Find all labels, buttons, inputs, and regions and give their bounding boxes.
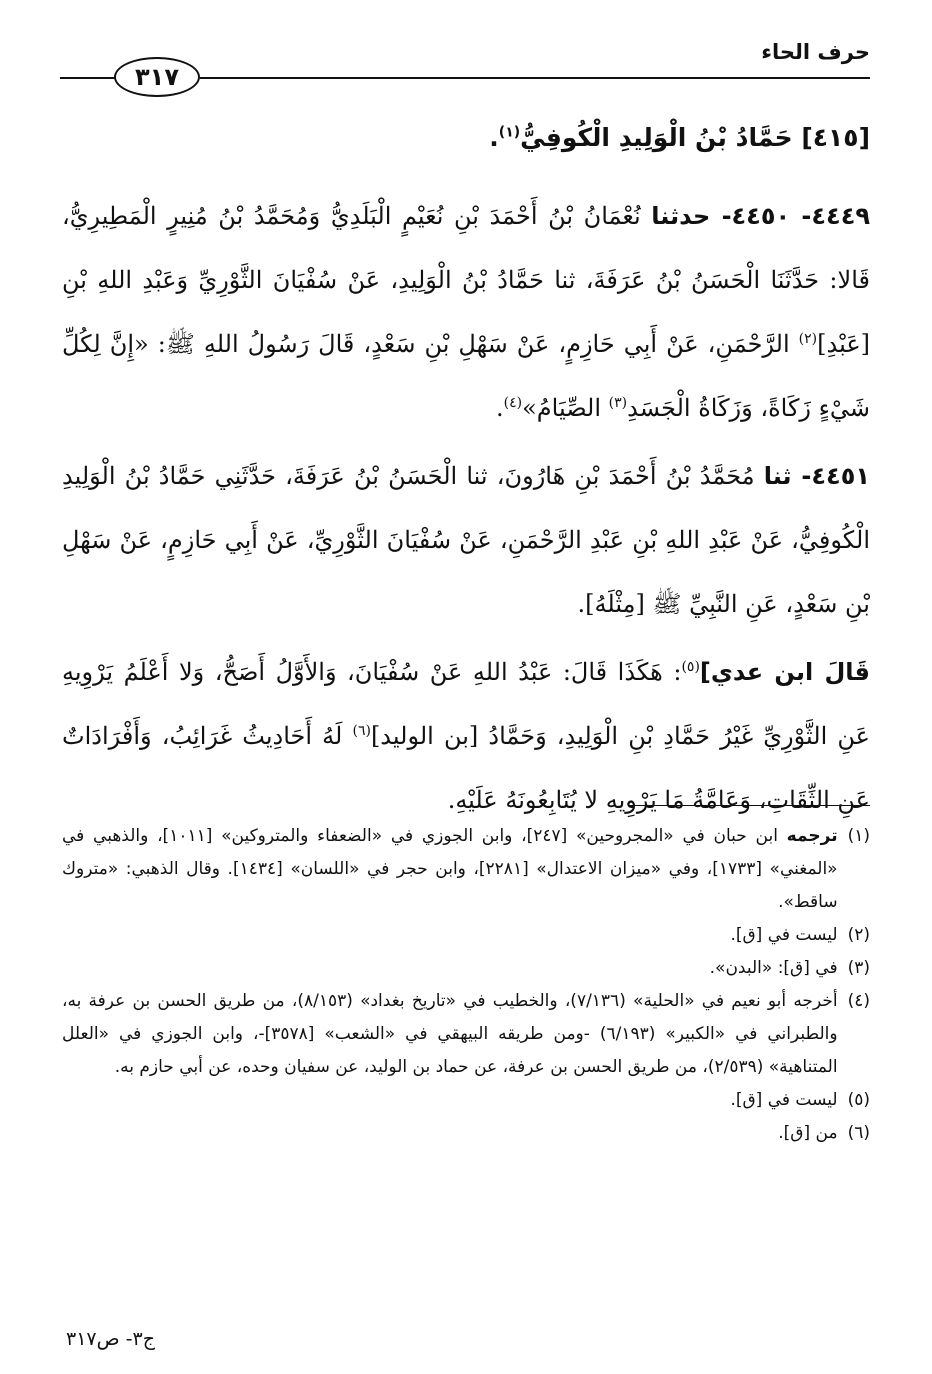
hadith-paragraph xyxy=(62,184,870,440)
footnote-ref: (٥) xyxy=(681,659,700,675)
footnote xyxy=(62,1084,870,1117)
hadith-text: نُعْمَانُ بْنُ أَحْمَدَ بْنِ نُعَيْمٍ الْبَلَدِيُّ وَمُحَمَّدُ بْنُ مُنِيرٍ الْمَطِيرِيُّ، قَالا: حَدَّثَنَا الْحَسَنُ بْنُ عَرَفَةَ، ثنا حَمَّادُ بْنُ الْوَلِيدِ، عَنْ سُفْيَانَ الثَّوْرِيِّ وَعَبْدِ اللهِ بْنِ [عَبْدِ] xyxy=(62,202,870,358)
footnote-body: من [ق]. xyxy=(778,1123,838,1143)
hadith-number: ٤٤٤٩- ٤٤٥٠- حدثنا xyxy=(651,202,870,230)
commentary-text: : هَكَذَا قَالَ: عَبْدُ اللهِ عَنْ سُفْيَانَ، وَالأَوَّلُ أَصَحُّ، وَلا أَعْلَمُ يَرْوِيهِ عَنِ الثَّوْرِيِّ غَيْرُ حَمَّادِ بْنِ الْوَلِيدِ، وَحَمَّادُ [بن الوليد] xyxy=(62,658,870,750)
hadith-paragraph xyxy=(62,444,870,636)
entry-title-end: . xyxy=(489,123,499,152)
main-text xyxy=(62,118,870,836)
footnote-number: (٢) xyxy=(847,925,870,945)
footnote-body: ابن حبان في «المجروحين» [٢٤٧]، وابن الجوزي في «الضعفاء والمتروكين» [١٠١١]، والذهبي في «المغني» [١٧٣٣]، وفي «ميزان الاعتدال» [٢٢٨١]، وابن حجر في «اللسان» [١٤٣٤]. وقال الذهبي: «متروك ساقط». xyxy=(62,826,838,912)
footnote-ref: (٤) xyxy=(503,395,523,411)
hadith-text: . xyxy=(495,394,504,422)
footnote xyxy=(62,919,870,952)
page-number: ٣١٧ xyxy=(135,63,179,91)
footnote-body: أخرجه أبو نعيم في «الحلية» (٧/١٣٦)، والخطيب في «تاريخ بغداد» (٨/١٥٣)، من طريق الحسن بن عرفة به، والطبراني في «الكبير» (٦/١٩٣) -ومن طريقه البيهقي في «الشعب» [٣٥٧٨]-، وابن الجوزي في «العلل المتناهية» (٢/٥٣٩)، من طريق الحسن بن عرفة، عن حماد بن الوليد، عن سفيان وحده، عن أبي حازم به. xyxy=(62,991,838,1077)
footnote xyxy=(62,952,870,985)
footnote-ref: (١) xyxy=(498,124,521,141)
footnote xyxy=(62,985,870,1084)
commentary-lead: قَالَ ابن عدي] xyxy=(699,658,870,686)
footnote-number: (١) xyxy=(847,826,870,846)
footnote xyxy=(62,1117,870,1150)
footnote-ref: (٣) xyxy=(608,395,628,411)
commentary-paragraph xyxy=(62,640,870,832)
footnote-body: ليست في [ق]. xyxy=(730,1090,838,1110)
hadith-text: الصِّيَامُ» xyxy=(522,394,609,422)
footnotes-divider xyxy=(630,805,870,806)
hadith-number: ٤٤٥١- ثنا xyxy=(763,462,870,490)
hadith-text: الرَّحْمَنِ، عَنْ أَبِي حَازِمٍ، عَنْ سَهْلِ بْنِ سَعْدٍ، قَالَ رَسُولُ اللهِ ﷺ: «إِنَّ لِكُلِّ شَيْءٍ زَكَاةً، وَزَكَاةُ الْجَسَدِ xyxy=(62,330,870,422)
footnote-number: (٣) xyxy=(847,958,870,978)
page-number-badge xyxy=(114,57,200,97)
chapter-title: حرف الحاء xyxy=(761,40,870,64)
footnote-bold: ترجمه xyxy=(786,826,838,846)
entry-title xyxy=(62,118,870,158)
footnote-body: ليست في [ق]. xyxy=(730,925,838,945)
header-rule-left xyxy=(60,77,116,79)
footnote xyxy=(62,820,870,919)
commentary-text: لَهُ أَحَادِيثُ غَرَائِبُ، وَأَفْرَادَاتٌ عَنِ الثِّقَاتِ، وَعَامَّةُ مَا يَرْوِيهِ لا يُتَابِعُونَهُ عَلَيْهِ. xyxy=(62,722,870,814)
footnotes xyxy=(62,820,870,1150)
footnote-number: (٦) xyxy=(847,1123,870,1143)
footnote-number: (٥) xyxy=(847,1090,870,1110)
header-rule xyxy=(200,77,870,79)
footnote-text xyxy=(62,820,838,919)
footnote-ref: (٦) xyxy=(352,723,371,739)
footnote-number: (٤) xyxy=(847,991,870,1011)
volume-page-reference: ج٣- ص٣١٧ xyxy=(66,1328,155,1350)
hadith-text: مُحَمَّدُ بْنُ أَحْمَدَ بْنِ هَارُونَ، ثنا الْحَسَنُ بْنُ عَرَفَةَ، حَدَّثَنِي حَمَّادُ بْنُ الْوَلِيدِ الْكُوفِيُّ، عَنْ عَبْدِ اللهِ بْنِ عَبْدِ الرَّحْمَنِ، عَنْ سُفْيَانَ الثَّوْرِيِّ، عَنْ أَبِي حَازِمٍ، عَنْ سَهْلِ بْنِ سَعْدٍ، عَنِ النَّبِيِّ ﷺ [مِثْلَهُ]. xyxy=(62,462,870,618)
footnote-ref: (٢) xyxy=(798,331,818,347)
entry-title-text: [٤١٥] حَمَّادُ بْنُ الْوَلِيدِ الْكُوفِيُّ xyxy=(520,123,870,152)
footnote-body: في [ق]: «البدن». xyxy=(709,958,838,978)
